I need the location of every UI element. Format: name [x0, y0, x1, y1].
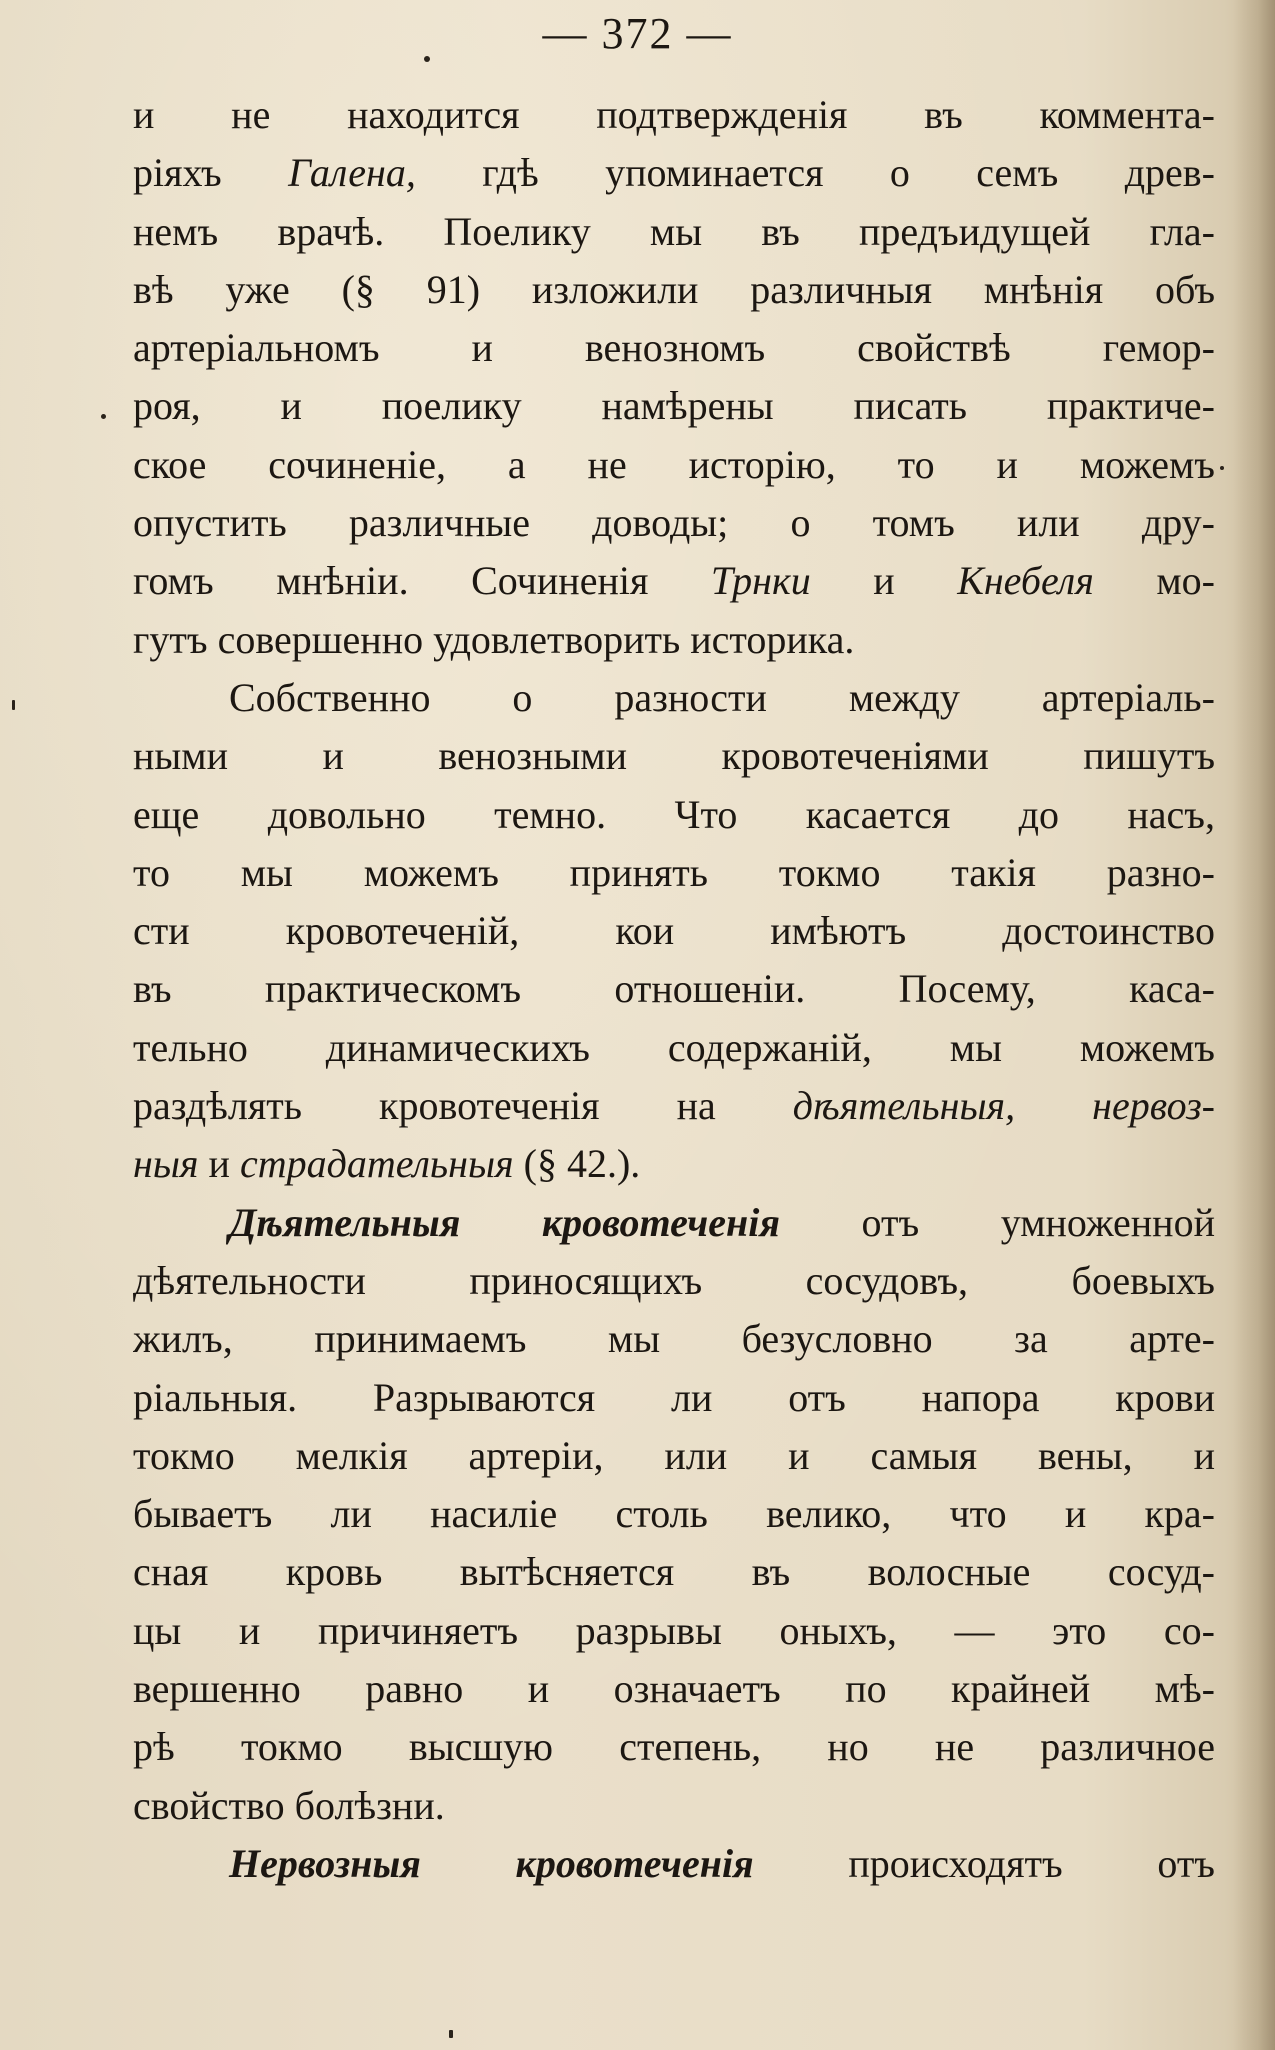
text-line [133, 1485, 1215, 1543]
text-line [133, 436, 1215, 494]
text-segment: сная кровь вытѣсняется въ волосные сосуд- [133, 1549, 1215, 1595]
text-line [133, 86, 1215, 144]
ink-speck [101, 414, 106, 419]
text-segment: и [198, 1141, 240, 1187]
text-segment: свойство болѣзни. [133, 1782, 445, 1828]
italic-text-segment: Трнки [710, 558, 811, 604]
text-segment: артеріальномъ и венозномъ свойствѣ гемор- [133, 325, 1215, 371]
italic-text-segment: страдательныя [239, 1141, 514, 1187]
text-line [133, 1602, 1215, 1660]
text-segment: ными и венозными кровотеченіями пишутъ [133, 733, 1215, 779]
text-line [133, 844, 1215, 902]
text-line [133, 669, 1215, 727]
text-segment: отъ умноженной [779, 1199, 1215, 1245]
italic-text-segment: ныя [133, 1141, 199, 1187]
text-segment: въ практическомъ отношеніи. Посему, каса- [133, 966, 1215, 1012]
text-segment: и [810, 558, 958, 604]
text-line [133, 1310, 1215, 1368]
text-segment: гомъ мнѣніи. Сочиненія [133, 558, 711, 604]
ink-speck [424, 56, 430, 62]
text-line [133, 1718, 1215, 1776]
text-line [133, 960, 1215, 1018]
text-line [133, 144, 1215, 202]
text-segment: еще довольно темно. Что касается до насъ, [133, 791, 1215, 837]
text-line [133, 494, 1215, 552]
italic-text-segment: дѣятельныя, нервоз- [792, 1083, 1215, 1129]
text-line [133, 1252, 1215, 1310]
text-segment: ріяхъ [133, 150, 289, 196]
text-segment: ское сочиненіе, а не исторію, то и можемъ [133, 441, 1215, 487]
text-line [133, 261, 1215, 319]
text-line [133, 1777, 1215, 1835]
ink-speck [1220, 466, 1224, 470]
text-segment: происходятъ отъ [753, 1840, 1215, 1886]
text-segment: тельно динамическихъ содержаній, мы можемъ [133, 1024, 1215, 1070]
text-line [133, 902, 1215, 960]
text-line [133, 786, 1215, 844]
italic-text-segment: Нервозныя кровотеченія [229, 1840, 754, 1886]
text-line [133, 1194, 1215, 1252]
text-segment: и не находится подтвержденія въ коммента- [133, 92, 1215, 137]
text-segment: Собственно о разности между артеріаль- [229, 674, 1215, 720]
text-line [133, 552, 1215, 610]
text-line [133, 1019, 1215, 1077]
text-segment: опустить различные доводы; о томъ или дру- [133, 500, 1215, 546]
text-segment: дѣятельности приносящихъ сосудовъ, боевыхъ [133, 1257, 1215, 1303]
text-line [133, 1660, 1215, 1718]
text-segment: сти кровотеченій, кои имѣютъ достоинство [133, 908, 1215, 954]
text-line [133, 319, 1215, 377]
text-segment: гдѣ упоминается о семъ древ- [415, 150, 1215, 196]
text-line [133, 1369, 1215, 1427]
italic-text-segment: Кнебеля [957, 558, 1094, 604]
text-segment: жилъ, принимаемъ мы безусловно за арте- [133, 1316, 1215, 1362]
page-number: — 372 — [542, 9, 733, 58]
text-segment: то мы можемъ принять токмо такія разно- [133, 849, 1215, 895]
text-segment: цы и причиняетъ разрывы оныхъ, — это со- [133, 1607, 1215, 1653]
ink-speck [449, 2030, 453, 2038]
text-segment: немъ врачѣ. Поелику мы въ предъидущей гла- [133, 208, 1215, 254]
text-segment: рѣ токмо высшую степень, но не различное [133, 1724, 1215, 1770]
text-line [133, 377, 1215, 435]
text-segment: (§ 42.). [513, 1141, 641, 1187]
page-edge-shadow [1233, 0, 1275, 2050]
text-line [133, 1543, 1215, 1601]
ink-speck [12, 700, 15, 710]
text-segment: раздѣлять кровотеченія на [133, 1083, 793, 1129]
text-segment: вершенно равно и означаетъ по крайней мѣ- [133, 1666, 1215, 1712]
text-line [133, 727, 1215, 785]
body-text [133, 86, 1215, 1893]
text-line [133, 1077, 1215, 1135]
italic-text-segment: Дѣятельныя кровотеченія [229, 1199, 780, 1245]
text-line [133, 611, 1215, 669]
text-segment: ріальныя. Разрываются ли отъ напора крови [133, 1374, 1215, 1420]
text-line [133, 1135, 1215, 1193]
text-segment: вѣ уже (§ 91) изложили различныя мнѣнія объ [133, 266, 1215, 312]
text-line [133, 203, 1215, 261]
text-segment: мо- [1093, 558, 1215, 604]
text-segment: токмо мелкія артеріи, или и самыя вены, и [133, 1432, 1215, 1478]
text-line [133, 1835, 1215, 1893]
text-segment: гутъ совершенно удовлетворить историка. [133, 616, 855, 662]
text-line [133, 1427, 1215, 1485]
italic-text-segment: Галена, [288, 150, 416, 196]
text-segment: бываетъ ли насиліе столь велико, что и кра- [133, 1491, 1215, 1537]
text-segment: роя, и поелику намѣрены писать практиче- [133, 383, 1215, 429]
